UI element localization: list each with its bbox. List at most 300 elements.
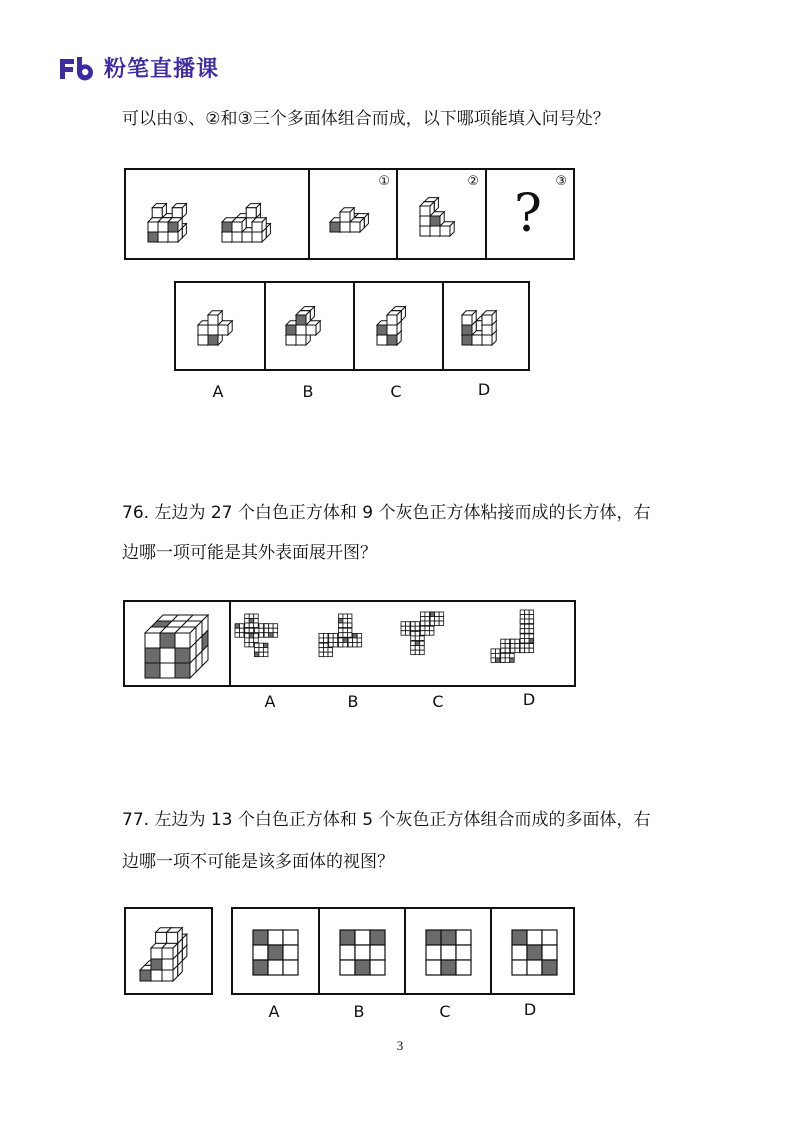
cube-front bbox=[145, 633, 160, 648]
q75-label-a: A bbox=[212, 382, 224, 401]
net-cell bbox=[510, 639, 515, 644]
net-cell bbox=[401, 631, 406, 636]
cube-front bbox=[151, 948, 162, 959]
q76-label-a: A bbox=[264, 692, 276, 711]
net-cell bbox=[420, 641, 425, 646]
net-cell bbox=[353, 642, 358, 647]
net-cell bbox=[525, 610, 530, 615]
net-cell bbox=[425, 626, 430, 631]
net-cell bbox=[430, 621, 435, 626]
net-cell bbox=[430, 617, 435, 622]
cube-front bbox=[340, 222, 350, 232]
net-cell bbox=[425, 617, 430, 622]
cube-front bbox=[158, 222, 168, 232]
net-cell bbox=[319, 638, 324, 643]
net-cell bbox=[406, 626, 411, 631]
q77-label-b: B bbox=[353, 1002, 365, 1021]
net-cell bbox=[263, 648, 268, 653]
q75-mark-1: ① bbox=[378, 174, 390, 189]
cube-front bbox=[482, 325, 492, 335]
cube-front bbox=[158, 232, 168, 242]
cube-front bbox=[296, 335, 306, 345]
cube-front bbox=[175, 648, 190, 663]
net-cell bbox=[249, 642, 254, 647]
cube-front bbox=[208, 335, 218, 345]
net-cell bbox=[329, 642, 334, 647]
q77-text-line1: 77. 左边为 13 个白色正方体和 5 个灰色正方体组合而成的多面体，右 bbox=[122, 810, 651, 830]
view-cell bbox=[512, 930, 527, 945]
net-cell bbox=[353, 638, 358, 643]
q75-label-c: C bbox=[390, 382, 402, 401]
cube-front bbox=[482, 335, 492, 345]
net-cell bbox=[515, 639, 520, 644]
q77-option-c-cell bbox=[404, 909, 490, 993]
view-cell bbox=[283, 930, 298, 945]
q75-question-mark: ? bbox=[514, 184, 542, 244]
net-cell bbox=[430, 612, 435, 617]
net-cell bbox=[435, 621, 440, 626]
q77-option-b-cell bbox=[318, 909, 404, 993]
view-cell bbox=[512, 960, 527, 975]
net-cell bbox=[249, 623, 254, 628]
cube-front bbox=[472, 335, 482, 345]
net-cell bbox=[520, 634, 525, 639]
q75-option-c-cell bbox=[353, 283, 442, 369]
net-cell bbox=[525, 615, 530, 620]
net-cell bbox=[324, 648, 329, 653]
cube-front bbox=[172, 208, 182, 218]
net-cell bbox=[401, 622, 406, 627]
net-cell bbox=[529, 615, 534, 620]
q75-piece-2-cell bbox=[396, 170, 485, 258]
q75-piece-1-cell bbox=[308, 170, 396, 258]
net-cell bbox=[357, 642, 362, 647]
net-cell bbox=[254, 648, 259, 653]
q76-label-b: B bbox=[347, 692, 359, 711]
cube-front bbox=[198, 325, 208, 335]
q75-figure-row bbox=[124, 168, 575, 260]
cube-front bbox=[340, 212, 350, 222]
view-cell bbox=[355, 945, 370, 960]
cube-front bbox=[162, 948, 173, 959]
net-cell bbox=[529, 610, 534, 615]
cube-front bbox=[440, 226, 450, 236]
view-cell bbox=[456, 960, 471, 975]
q75-label-b: B bbox=[302, 382, 314, 401]
q75-mark-3: ③ bbox=[555, 174, 567, 189]
net-cell bbox=[264, 624, 269, 629]
net-cell bbox=[347, 619, 352, 624]
net-cell bbox=[324, 643, 329, 648]
net-cell bbox=[319, 652, 324, 657]
cube-front bbox=[462, 335, 472, 345]
view-cell bbox=[340, 945, 355, 960]
net-cell bbox=[245, 642, 250, 647]
net-cell bbox=[254, 619, 259, 624]
net-cell bbox=[411, 650, 416, 655]
net-cell bbox=[343, 623, 348, 628]
net-cell bbox=[515, 644, 520, 649]
q75-label-d: D bbox=[477, 380, 491, 399]
net-cell bbox=[245, 623, 250, 628]
net-cell bbox=[263, 652, 268, 657]
net-cell bbox=[525, 638, 530, 643]
q77-solid-figure bbox=[126, 909, 211, 993]
net-cell bbox=[347, 628, 352, 633]
net-cell bbox=[245, 628, 250, 633]
net-cell bbox=[235, 628, 240, 633]
net-cell bbox=[520, 619, 525, 624]
cube-front bbox=[208, 315, 218, 325]
cube-front bbox=[252, 222, 262, 232]
net-cell bbox=[319, 643, 324, 648]
cube-front bbox=[168, 232, 178, 242]
cube-front bbox=[462, 315, 472, 325]
view-cell bbox=[340, 930, 355, 945]
net-cell bbox=[501, 653, 506, 658]
cube-front bbox=[151, 959, 162, 970]
cube-front bbox=[162, 959, 173, 970]
view-cell bbox=[456, 945, 471, 960]
net-cell bbox=[529, 648, 534, 653]
net-cell bbox=[338, 638, 343, 643]
cube-front bbox=[306, 325, 316, 335]
net-cell bbox=[420, 617, 425, 622]
net-cell bbox=[343, 642, 348, 647]
view-cell bbox=[253, 960, 268, 975]
net-cell bbox=[347, 623, 352, 628]
net-cell bbox=[501, 639, 506, 644]
net-cell bbox=[259, 624, 264, 629]
net-cell bbox=[415, 650, 420, 655]
net-cell bbox=[240, 633, 245, 638]
cube-front bbox=[420, 216, 430, 226]
view-cell bbox=[268, 960, 283, 975]
view-cell bbox=[542, 960, 557, 975]
net-cell bbox=[338, 633, 343, 638]
view-cell bbox=[527, 960, 542, 975]
net-cell bbox=[425, 621, 430, 626]
net-cell bbox=[249, 614, 254, 619]
q76-text-line2: 边哪一项可能是其外表面展开图？ bbox=[122, 543, 377, 563]
net-cell bbox=[515, 648, 520, 653]
net-cell bbox=[269, 633, 274, 638]
net-cell bbox=[273, 633, 278, 638]
net-cell bbox=[439, 612, 444, 617]
q75-target-figure bbox=[126, 170, 308, 258]
net-cell bbox=[529, 634, 534, 639]
cube-front bbox=[330, 222, 340, 232]
q76-nets-cell bbox=[229, 602, 574, 685]
cube-front bbox=[387, 335, 397, 345]
cube-front bbox=[350, 222, 360, 232]
net-cell bbox=[510, 658, 514, 663]
net-cell bbox=[525, 629, 530, 634]
view-cell bbox=[527, 945, 542, 960]
cube-front bbox=[462, 325, 472, 335]
net-cell bbox=[529, 629, 534, 634]
q75-option-a-cell bbox=[176, 283, 264, 369]
q75-target-cell bbox=[126, 170, 308, 258]
cube-front bbox=[160, 648, 175, 663]
net-cell bbox=[505, 658, 510, 663]
net-cell bbox=[357, 638, 362, 643]
net-cell bbox=[273, 628, 278, 633]
net-cell bbox=[420, 631, 425, 636]
net-cell bbox=[249, 633, 254, 638]
net-cell bbox=[235, 633, 240, 638]
q77-options-row bbox=[231, 907, 575, 995]
q75-option-d-figure bbox=[444, 283, 530, 369]
net-cell bbox=[425, 631, 430, 636]
net-cell bbox=[420, 626, 425, 631]
net-cell bbox=[415, 636, 420, 641]
net-cell bbox=[269, 624, 274, 629]
net-cell bbox=[496, 653, 501, 658]
net-cell bbox=[259, 652, 264, 657]
net-cell bbox=[254, 633, 259, 638]
net-cell bbox=[505, 648, 510, 653]
cube-front bbox=[387, 325, 397, 335]
net-cell bbox=[420, 646, 425, 651]
cube-front bbox=[482, 315, 492, 325]
view-cell bbox=[456, 930, 471, 945]
cube-front bbox=[160, 663, 175, 678]
q75-option-a-figure bbox=[176, 283, 264, 369]
net-cell bbox=[491, 649, 496, 654]
view-cell bbox=[370, 960, 385, 975]
net-cell bbox=[338, 614, 343, 619]
net-cell bbox=[525, 644, 530, 649]
net-cell bbox=[273, 624, 278, 629]
cube-front bbox=[148, 222, 158, 232]
net-cell bbox=[338, 628, 343, 633]
q77-option-a-cell bbox=[233, 909, 318, 993]
net-cell bbox=[254, 652, 259, 657]
q76-cuboid-figure bbox=[125, 602, 229, 685]
logo-text: 粉笔直播课 bbox=[104, 57, 220, 82]
net-cell bbox=[510, 648, 515, 653]
cube-front bbox=[160, 633, 175, 648]
cube-front bbox=[145, 648, 160, 663]
net-cell bbox=[324, 633, 329, 638]
q75-piece-3-cell bbox=[485, 170, 573, 258]
cube-front bbox=[145, 663, 160, 678]
cube-front bbox=[162, 970, 173, 981]
q75-mark-2: ② bbox=[467, 174, 479, 189]
net-cell bbox=[343, 638, 348, 643]
net-cell bbox=[496, 649, 501, 654]
net-cell bbox=[415, 631, 420, 636]
cube-front bbox=[168, 222, 178, 232]
cube-front bbox=[420, 226, 430, 236]
net-cell bbox=[245, 633, 250, 638]
net-cell bbox=[264, 628, 269, 633]
net-cell bbox=[347, 633, 352, 638]
net-cell bbox=[254, 623, 259, 628]
net-cell bbox=[415, 641, 420, 646]
net-cell bbox=[525, 634, 530, 639]
net-cell bbox=[319, 633, 324, 638]
net-cell bbox=[435, 617, 440, 622]
view-cell bbox=[542, 930, 557, 945]
net-cell bbox=[411, 636, 416, 641]
q77-solid-cell bbox=[124, 907, 213, 995]
q77-label-d: D bbox=[523, 1000, 537, 1019]
q77-option-c-view bbox=[406, 909, 492, 993]
page-number: 3 bbox=[396, 1038, 404, 1053]
net-cell bbox=[520, 615, 525, 620]
net-cell bbox=[319, 648, 324, 653]
cube-front bbox=[246, 208, 256, 218]
net-cell bbox=[245, 638, 250, 643]
net-cell bbox=[357, 633, 362, 638]
net-cell bbox=[338, 619, 343, 624]
q76-label-d: D bbox=[522, 690, 536, 709]
q77-option-b-view bbox=[320, 909, 406, 993]
q77-label-c: C bbox=[439, 1002, 451, 1021]
view-cell bbox=[426, 960, 441, 975]
net-cell bbox=[333, 633, 338, 638]
net-cell bbox=[343, 628, 348, 633]
q75-piece-2-figure bbox=[398, 170, 487, 258]
view-cell bbox=[253, 930, 268, 945]
net-cell bbox=[510, 653, 514, 658]
net-cell bbox=[264, 633, 269, 638]
net-cell bbox=[245, 614, 250, 619]
net-cell bbox=[333, 642, 338, 647]
q75-options-row bbox=[174, 281, 530, 371]
cube-front bbox=[430, 226, 440, 236]
net-cell bbox=[429, 631, 434, 636]
cube-front bbox=[296, 325, 306, 335]
cube-front bbox=[430, 216, 440, 226]
net-cell bbox=[520, 610, 525, 615]
view-cell bbox=[340, 960, 355, 975]
q77-option-d-view bbox=[492, 909, 575, 993]
cube-front bbox=[151, 970, 162, 981]
net-cell bbox=[425, 612, 430, 617]
net-cell bbox=[338, 623, 343, 628]
net-cell bbox=[269, 628, 274, 633]
cube-front bbox=[420, 206, 430, 216]
net-cell bbox=[411, 622, 416, 627]
q77-label-a: A bbox=[268, 1002, 280, 1021]
net-cell bbox=[333, 638, 338, 643]
view-cell bbox=[268, 945, 283, 960]
net-cell bbox=[429, 626, 434, 631]
view-cell bbox=[268, 930, 283, 945]
view-cell bbox=[355, 960, 370, 975]
brand-logo bbox=[58, 52, 219, 83]
cube-front bbox=[387, 315, 397, 325]
q77-option-d-cell bbox=[490, 909, 573, 993]
net-cell bbox=[520, 629, 525, 634]
net-cell bbox=[259, 633, 264, 638]
q75-option-b-figure bbox=[266, 283, 355, 369]
net-cell bbox=[235, 624, 240, 629]
view-cell bbox=[527, 930, 542, 945]
cube-front bbox=[218, 325, 228, 335]
net-cell bbox=[415, 622, 420, 627]
q76-text-line1: 76. 左边为 27 个白色正方体和 9 个灰色正方体粘接而成的长方体，右 bbox=[122, 503, 651, 523]
cube-front bbox=[198, 335, 208, 345]
net-cell bbox=[505, 653, 510, 658]
view-cell bbox=[512, 945, 527, 960]
net-cell bbox=[505, 644, 510, 649]
cube-front bbox=[148, 232, 158, 242]
net-cell bbox=[343, 614, 348, 619]
net-cell bbox=[249, 619, 254, 624]
net-cell bbox=[415, 646, 420, 651]
q76-nets-figure bbox=[231, 602, 576, 685]
net-cell bbox=[348, 638, 353, 643]
net-cell bbox=[529, 624, 534, 629]
view-cell bbox=[283, 945, 298, 960]
q75-option-b-cell bbox=[264, 283, 353, 369]
net-cell bbox=[240, 624, 245, 629]
cube-front bbox=[377, 325, 387, 335]
net-cell bbox=[343, 633, 348, 638]
cube-front bbox=[152, 208, 162, 218]
net-cell bbox=[529, 644, 534, 649]
cube-front bbox=[167, 932, 178, 943]
view-cell bbox=[426, 930, 441, 945]
net-cell bbox=[501, 648, 506, 653]
net-cell bbox=[420, 621, 425, 626]
net-cell bbox=[439, 617, 444, 622]
net-cell bbox=[343, 619, 348, 624]
view-cell bbox=[426, 945, 441, 960]
view-cell bbox=[253, 945, 268, 960]
net-cell bbox=[406, 631, 411, 636]
net-cell bbox=[249, 638, 254, 643]
view-cell bbox=[441, 960, 456, 975]
view-cell bbox=[542, 945, 557, 960]
cube-front bbox=[232, 232, 242, 242]
net-cell bbox=[520, 648, 525, 653]
net-cell bbox=[324, 652, 329, 657]
q76-cuboid-cell bbox=[125, 602, 229, 685]
net-cell bbox=[411, 646, 416, 651]
net-cell bbox=[245, 619, 250, 624]
net-cell bbox=[329, 638, 334, 643]
net-cell bbox=[435, 612, 440, 617]
cube-front bbox=[175, 633, 190, 648]
net-cell bbox=[525, 624, 530, 629]
cube-front bbox=[208, 325, 218, 335]
net-cell bbox=[420, 612, 425, 617]
net-cell bbox=[501, 658, 506, 663]
net-cell bbox=[259, 648, 264, 653]
net-cell bbox=[259, 643, 264, 648]
net-cell bbox=[347, 614, 352, 619]
net-cell bbox=[411, 641, 416, 646]
view-cell bbox=[370, 930, 385, 945]
cube-front bbox=[140, 970, 151, 981]
cube-front bbox=[377, 335, 387, 345]
net-cell bbox=[420, 650, 425, 655]
net-cell bbox=[328, 652, 333, 657]
net-cell bbox=[348, 642, 353, 647]
net-cell bbox=[324, 638, 329, 643]
net-cell bbox=[406, 622, 411, 627]
q75-option-d-cell bbox=[442, 283, 528, 369]
net-cell bbox=[415, 626, 420, 631]
q75-piece-1-figure bbox=[310, 170, 398, 258]
net-cell bbox=[520, 624, 525, 629]
net-cell bbox=[254, 638, 259, 643]
